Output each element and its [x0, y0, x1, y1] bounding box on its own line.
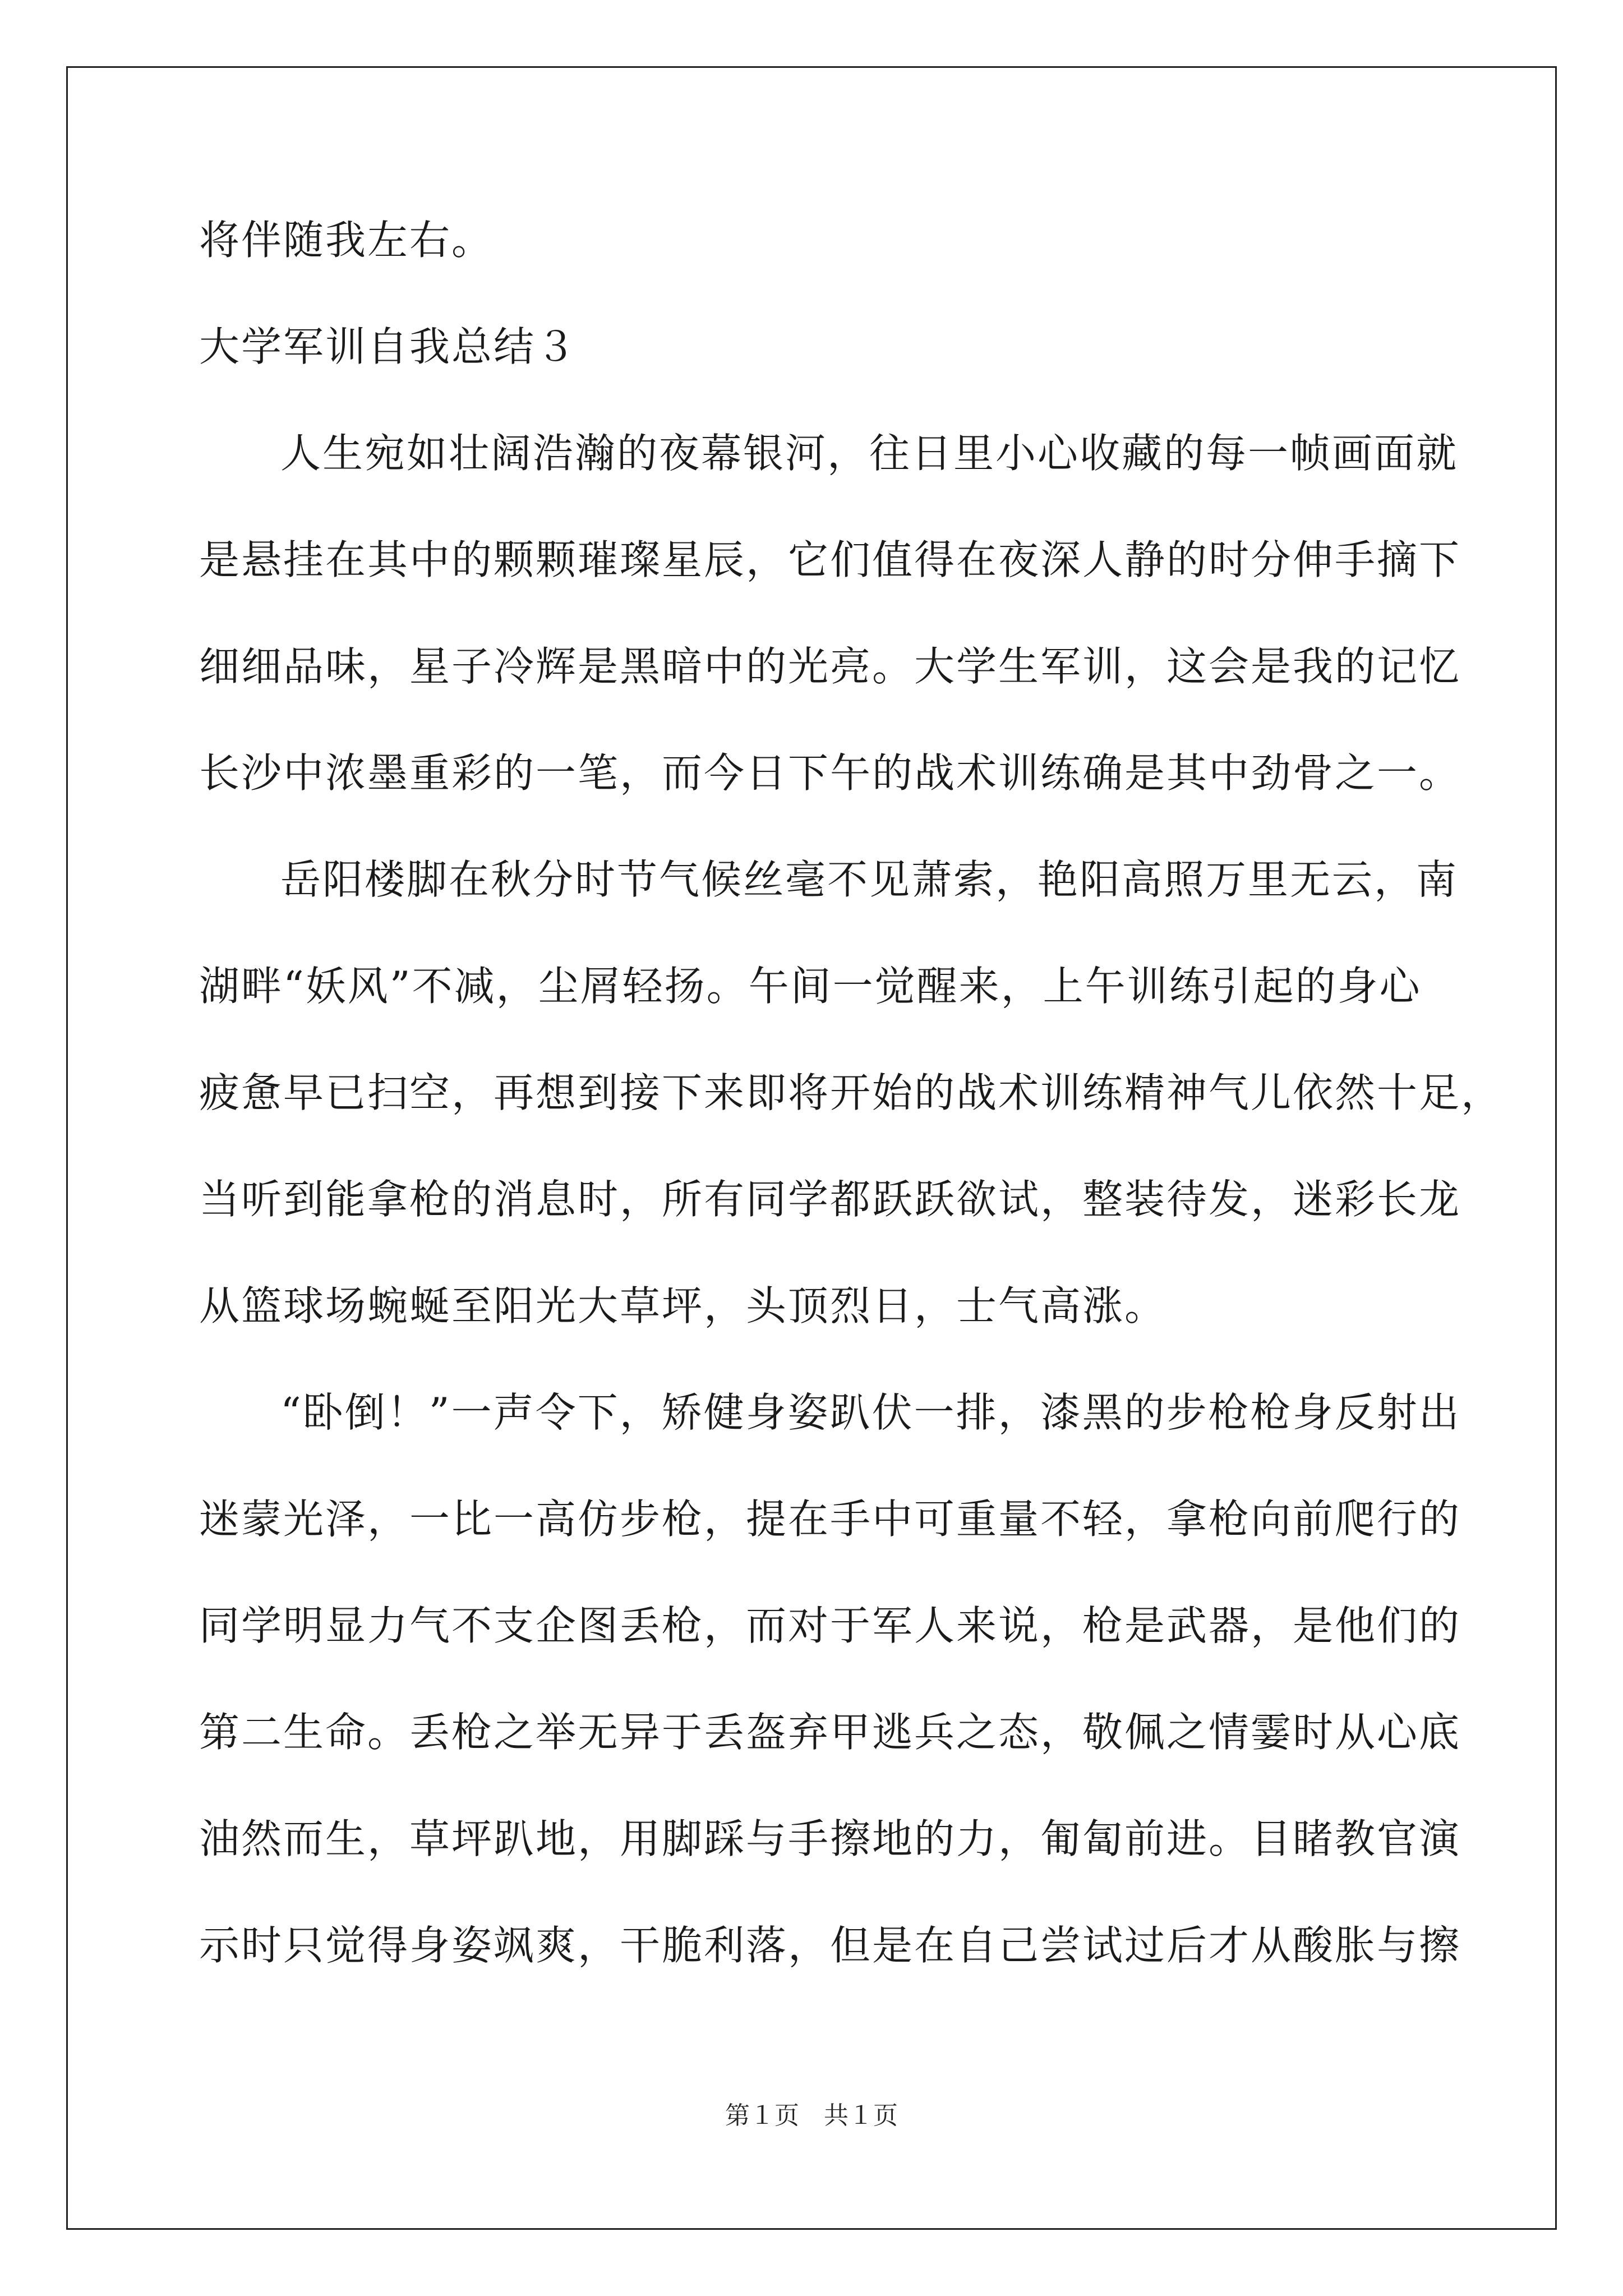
paragraph-line: 岳阳楼脚在秋分时节气候丝毫不见萧索，艳阳高照万里无云，南 — [280, 856, 1459, 903]
paragraph-line: 疲惫早已扫空，再想到接下来即将开始的战术训练精神气儿依然十足， — [199, 1069, 1504, 1116]
section-heading: 大学军训自我总结３ — [199, 323, 578, 370]
page-border — [66, 66, 1557, 2230]
paragraph-line: 人生宛如壮阔浩瀚的夜幕银河，往日里小心收藏的每一帧画面就 — [280, 430, 1459, 477]
paragraph-line: 从篮球场蜿蜒至阳光大草坪，头顶烈日，士气高涨。 — [199, 1282, 1167, 1329]
text-line: 将伴随我左右。 — [199, 217, 494, 264]
paragraph-line: 长沙中浓墨重彩的一笔，而今日下午的战术训练确是其中劲骨之一。 — [199, 749, 1461, 797]
page-number: 第１页 共１页 — [725, 2101, 898, 2130]
paragraph-line: 湖畔“妖风”不减，尘屑轻扬。午间一觉醒来，上午训练引起的身心 — [199, 963, 1422, 1010]
paragraph-line: 迷蒙光泽，一比一高仿步枪，提在手中可重量不轻，拿枪向前爬行的 — [199, 1496, 1461, 1543]
paragraph-line: 同学明显力气不支企图丢枪，而对于军人来说，枪是武器，是他们的 — [199, 1602, 1461, 1649]
paragraph-line: 是悬挂在其中的颗颗璀璨星辰，它们值得在夜深人静的时分伸手摘下 — [199, 536, 1461, 583]
paragraph-line: 细细品味，星子冷辉是黑暗中的光亮。大学生军训，这会是我的记忆 — [199, 643, 1461, 690]
paragraph-line: 当听到能拿枪的消息时，所有同学都跃跃欲试，整装待发，迷彩长龙 — [199, 1176, 1461, 1223]
paragraph-line: 第二生命。丢枪之举无异于丢盔弃甲逃兵之态，敬佩之情霎时从心底 — [199, 1709, 1461, 1756]
paragraph-line: “卧倒！”一声令下，矫健身姿趴伏一排，漆黑的步枪枪身反射出 — [280, 1389, 1461, 1436]
paragraph-line: 示时只觉得身姿飒爽，干脆利落，但是在自己尝试过后才从酸胀与擦 — [199, 1922, 1461, 1969]
paragraph-line: 油然而生，草坪趴地，用脚踩与手擦地的力，匍匐前进。目睹教官演 — [199, 1815, 1461, 1862]
